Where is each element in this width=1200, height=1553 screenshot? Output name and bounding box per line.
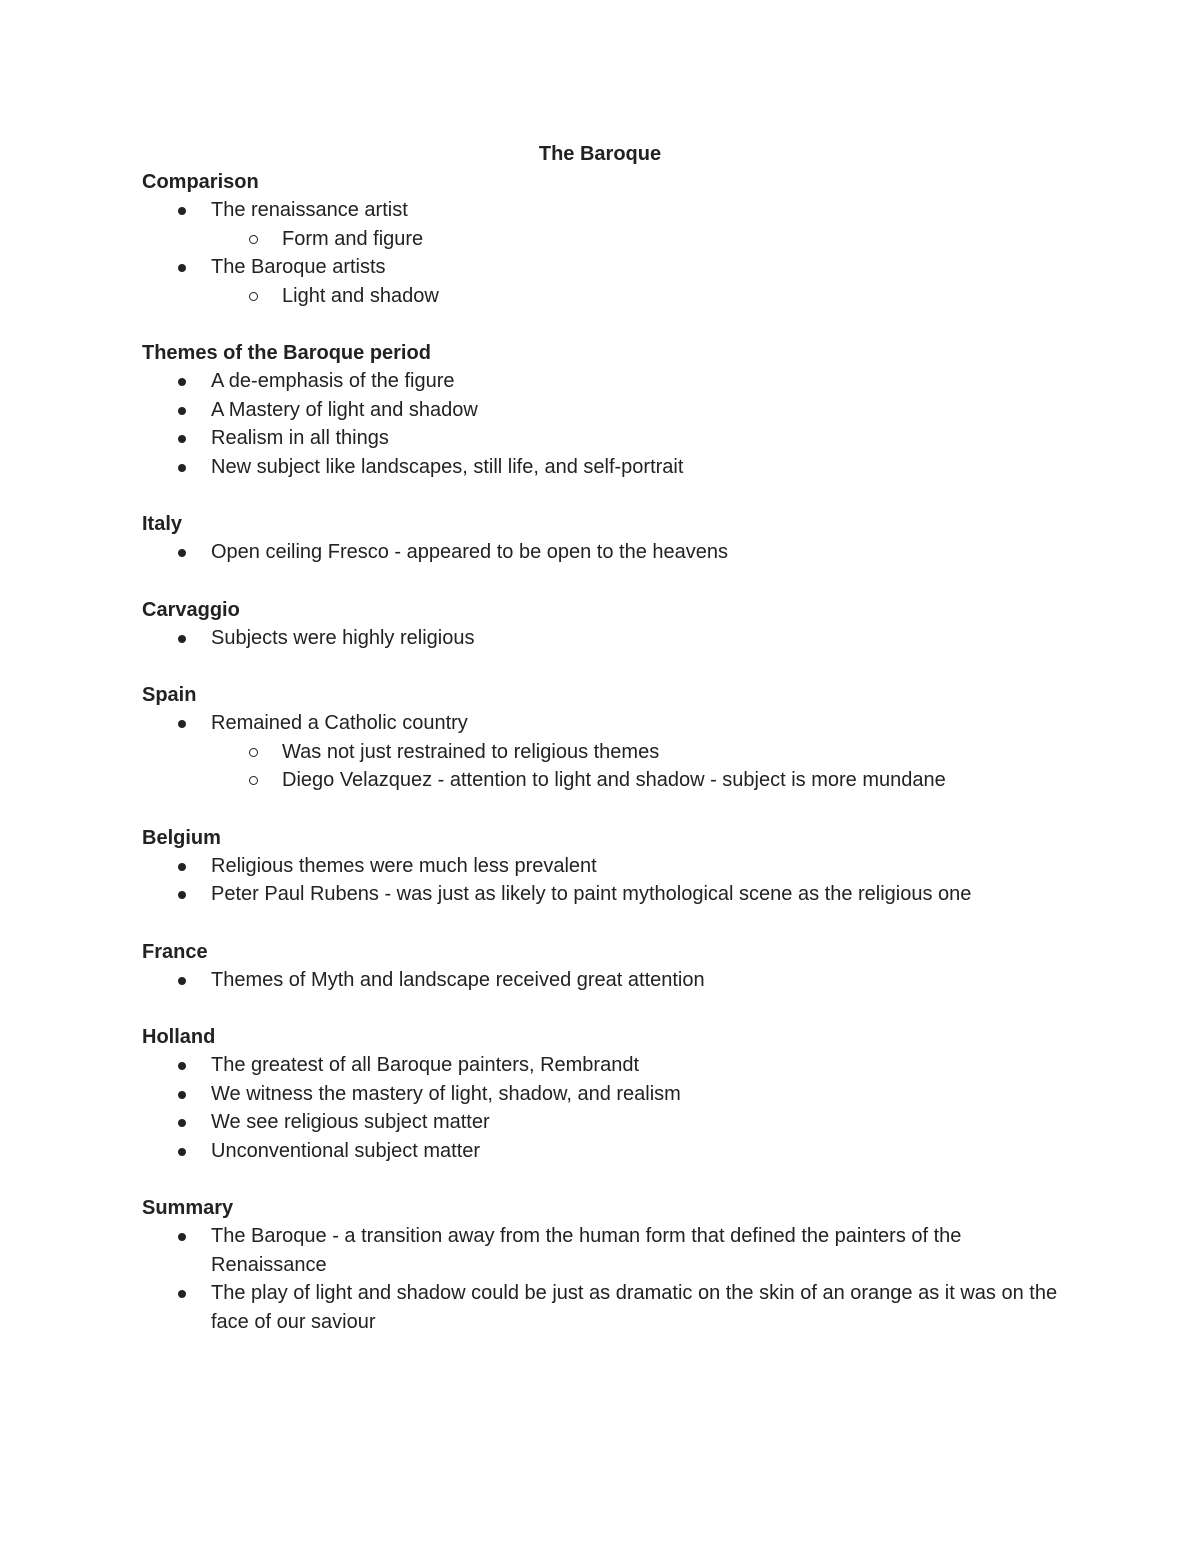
list-item-text: The Baroque - a transition away from the human form that defined the painters of the Renaissance [211,1225,962,1276]
section-heading: Italy [142,513,183,535]
filled-bullet-icon [178,1062,186,1070]
filled-bullet-icon [178,207,186,215]
list-item [142,1222,1072,1279]
document-content [142,168,1072,1365]
bullet-list [142,624,1072,653]
filled-bullet-icon [178,1233,186,1241]
list-item [142,196,1072,225]
filled-bullet-icon [178,264,186,272]
list-item-text: Religious themes were much less prevalent [211,854,597,877]
filled-bullet-icon [178,378,186,386]
list-item-text: New subject like landscapes, still life, and self-portrait [211,455,684,478]
list-item-text: The greatest of all Baroque painters, Rembrandt [211,1054,640,1076]
filled-bullet-icon [178,1290,186,1298]
sub-list-item-text: Light and shadow [282,284,439,307]
list-item-text: Subjects were highly religious [211,626,475,649]
sub-list-item-text: Diego Velazquez - attention to light and shadow - subject is more mundane [282,769,946,791]
section-themes-of-the-baroque-period [142,339,1072,481]
section-italy [142,510,1072,567]
filled-bullet-icon [178,464,186,472]
filled-bullet-icon [178,407,186,415]
filled-bullet-icon [178,435,186,443]
section-holland [142,1023,1072,1165]
filled-bullet-icon [178,549,186,557]
page-title: The Baroque [538,143,662,165]
hollow-bullet-icon [249,235,258,244]
list-item-text: The renaissance artist [211,199,408,221]
section-spain [142,681,1072,795]
sub-list-item-text: Form and figure [282,227,424,250]
filled-bullet-icon [178,863,186,871]
list-item [142,880,1072,909]
section-heading: Carvaggio [142,598,240,621]
filled-bullet-icon [178,891,186,899]
list-item [142,624,1072,653]
section-heading: Holland [142,1026,216,1048]
bullet-list [142,852,1072,909]
section-heading: Belgium [142,826,221,849]
list-item-text: We witness the mastery of light, shadow, and realism [211,1082,681,1105]
bullet-list [142,966,1072,995]
section-belgium [142,824,1072,909]
list-item-text: Themes of Myth and landscape received great attention [211,968,705,991]
section-heading: Comparison [142,171,259,193]
filled-bullet-icon [178,635,186,643]
section-france [142,938,1072,995]
sub-list-item [142,766,1072,795]
list-item-text: We see religious subject matter [211,1111,490,1133]
section-heading: France [142,940,208,963]
list-item-text: Remained a Catholic country [211,712,468,734]
hollow-bullet-icon [249,776,258,785]
filled-bullet-icon [178,1091,186,1099]
section-comparison [142,168,1072,310]
section-carvaggio [142,596,1072,653]
section-heading: Summary [142,1197,234,1219]
list-item [142,253,1072,282]
list-item [142,538,1072,567]
section-heading: Spain [142,684,197,706]
list-item [142,852,1072,881]
list-item [142,396,1072,425]
list-item-text: Realism in all things [211,427,389,449]
list-item-text: Peter Paul Rubens - was just as likely to paint mythological scene as the religious one [211,883,972,905]
list-item [142,453,1072,482]
filled-bullet-icon [178,720,186,728]
list-item [142,709,1072,738]
hollow-bullet-icon [249,292,258,301]
sub-list-item-text: Was not just restrained to religious themes [282,740,660,763]
bullet-list [142,1222,1072,1336]
section-heading: Themes of the Baroque period [142,342,431,364]
bullet-list [142,709,1072,795]
list-item [142,1108,1072,1137]
list-item [142,1137,1072,1166]
bullet-list [142,196,1072,310]
filled-bullet-icon [178,977,186,985]
list-item [142,1051,1072,1080]
list-item [142,1279,1072,1336]
sub-list-item [142,738,1072,767]
list-item [142,367,1072,396]
list-item [142,1080,1072,1109]
list-item [142,966,1072,995]
list-item [142,424,1072,453]
bullet-list [142,367,1072,481]
list-item-text: Open ceiling Fresco - appeared to be open to the heavens [211,541,729,563]
list-item-text: Unconventional subject matter [211,1139,481,1162]
bullet-list [142,1051,1072,1165]
list-item-text: The Baroque artists [211,256,386,278]
section-summary [142,1194,1072,1336]
bullet-list [142,538,1072,567]
list-item-text: A Mastery of light and shadow [211,398,478,421]
list-item-text: A de-emphasis of the figure [211,370,455,392]
sub-list-item [142,282,1072,311]
sub-list-item [142,225,1072,254]
filled-bullet-icon [178,1119,186,1127]
list-item-text: The play of light and shadow could be just as dramatic on the skin of an orange as it was on the face of our saviour [211,1282,1058,1333]
hollow-bullet-icon [249,748,258,757]
filled-bullet-icon [178,1148,186,1156]
